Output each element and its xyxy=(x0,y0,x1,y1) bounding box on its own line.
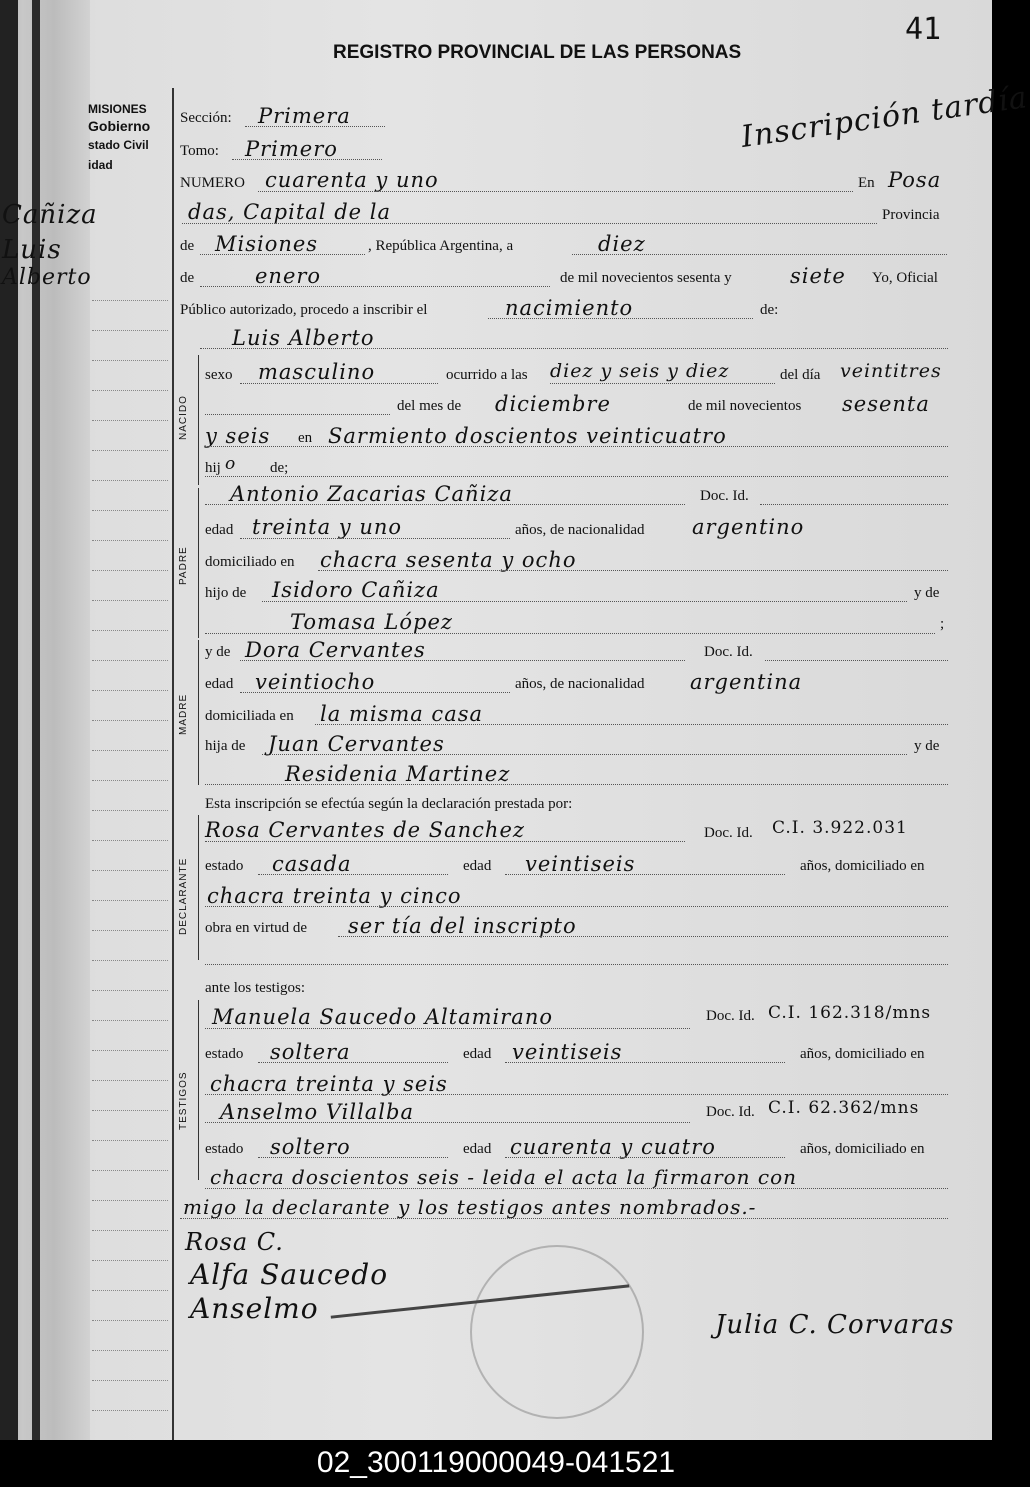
en-label-2: en xyxy=(298,430,313,446)
de-label: de xyxy=(180,238,195,254)
padre-nombre: Antonio Zacarias Cañiza xyxy=(230,482,513,506)
edad-label-4: edad xyxy=(463,1046,492,1062)
footer-code: 02_300119000049-041521 xyxy=(316,1446,676,1479)
testigo2-doc: C.I. 62.362/mns xyxy=(768,1098,920,1118)
mes-nac-value: diciembre xyxy=(495,392,611,416)
doc-id-label-3: Doc. Id. xyxy=(704,825,753,841)
annotation-stamp: Inscripción tardía xyxy=(738,80,1030,155)
hija-de-label: hija de xyxy=(205,738,246,754)
de-colon-label: de: xyxy=(760,302,779,318)
side-label-padre: PADRE xyxy=(178,546,189,585)
left-header-2: Gobierno xyxy=(88,118,151,134)
en-value: Posa xyxy=(888,168,942,192)
testigo2-dom: chacra doscientos seis - leida el acta la firmaron con xyxy=(210,1165,798,1189)
frame-line xyxy=(172,88,174,1440)
testigo1-edad: veintiseis xyxy=(512,1040,623,1064)
declarante-estado: casada xyxy=(272,852,352,876)
testigo2-nombre: Anselmo Villalba xyxy=(220,1100,414,1124)
y-de-label-3: y de xyxy=(914,738,940,754)
padre-edad: treinta y uno xyxy=(252,515,403,539)
side-label-madre: MADRE xyxy=(178,693,189,735)
lugar2-value: Sarmiento doscientos veinticuatro xyxy=(328,424,727,448)
margin-note-3: Alberto xyxy=(2,265,92,290)
de-semi-label: de; xyxy=(270,460,289,476)
declarante-doc: C.I. 3.922.031 xyxy=(772,818,908,838)
inscripcion-label: Esta inscripción se efectúa según la declaración prestada por: xyxy=(205,796,573,812)
declarante-nombre: Rosa Cervantes de Sanchez xyxy=(205,818,525,842)
madre-nac: argentina xyxy=(690,670,803,694)
sexo-label: sexo xyxy=(205,367,233,383)
estado-label: estado xyxy=(205,858,244,874)
republica-label: , República Argentina, a xyxy=(368,238,514,254)
madre-madre: Residenia Martinez xyxy=(285,762,511,786)
estado-label-3: estado xyxy=(205,1141,244,1157)
padre-madre: Tomasa López xyxy=(290,610,453,634)
en-label: En xyxy=(858,175,875,191)
edad-label-3: edad xyxy=(463,858,492,874)
testigo1-estado: soltera xyxy=(270,1040,351,1064)
anos-dom-label-3: años, domiciliado en xyxy=(800,1141,925,1157)
declarante-obra: ser tía del inscripto xyxy=(348,914,577,938)
left-header-4: idad xyxy=(88,158,113,172)
doc-id-label: Doc. Id. xyxy=(700,488,749,504)
y-de-label-2: y de xyxy=(205,644,231,660)
footer-bar xyxy=(0,1440,992,1487)
seal-stamp xyxy=(470,1245,644,1419)
page-number: 41 xyxy=(905,12,942,47)
testigo2-edad: cuarenta y cuatro xyxy=(510,1135,716,1159)
del-mes-label: del mes de xyxy=(397,398,462,414)
hijo-suffix: o xyxy=(225,454,237,474)
anos-dom-label-2: años, domiciliado en xyxy=(800,1046,925,1062)
declarante-dom: chacra treinta y cinco xyxy=(207,884,462,908)
madre-edad: veintiocho xyxy=(255,670,376,694)
obra-label: obra en virtud de xyxy=(205,920,308,936)
margin-note-2: Luis xyxy=(2,235,62,265)
provincia-label: Provincia xyxy=(882,207,940,223)
padre-padre: Isidoro Cañiza xyxy=(272,578,440,602)
declarante-edad: veintiseis xyxy=(525,852,636,876)
document-title: REGISTRO PROVINCIAL DE LAS PERSONAS xyxy=(333,42,742,63)
madre-padre: Juan Cervantes xyxy=(268,732,445,756)
margin-note-1: Cañiza xyxy=(2,200,98,230)
testigo1-doc: C.I. 162.318/mns xyxy=(768,1003,932,1023)
sexo-value: masculino xyxy=(258,360,376,384)
anos-dom-label: años, domiciliado en xyxy=(800,858,925,874)
seccion-label: Sección: xyxy=(180,110,232,126)
hijo-label: hij xyxy=(205,460,221,476)
signature-4: Julia C. Corvaras xyxy=(715,1310,955,1340)
anio-value: siete xyxy=(790,264,846,288)
seccion-value: Primera xyxy=(258,104,351,128)
anos-nac-label-2: años, de nacionalidad xyxy=(515,676,645,692)
testigo2-estado: soltero xyxy=(270,1135,351,1159)
hora-value: diez y seis y diez xyxy=(550,360,730,382)
doc-id-label-5: Doc. Id. xyxy=(706,1104,755,1120)
testigo1-nombre: Manuela Saucedo Altamirano xyxy=(212,1005,553,1029)
testigo1-dom: chacra treinta y seis xyxy=(210,1072,448,1096)
de-label-2: de xyxy=(180,270,195,286)
tomo-value: Primero xyxy=(245,137,338,161)
edad-label: edad xyxy=(205,522,234,538)
doc-id-label-4: Doc. Id. xyxy=(706,1008,755,1024)
estado-label-2: estado xyxy=(205,1046,244,1062)
de-mil-label: de mil novecientos sesenta y xyxy=(560,270,732,286)
numero-label: NUMERO xyxy=(180,175,246,191)
padre-nac: argentino xyxy=(692,515,805,539)
signature-2: Alfa Saucedo xyxy=(190,1258,389,1291)
ocurrido-label: ocurrido a las xyxy=(446,367,528,383)
mes-value: enero xyxy=(255,264,322,288)
signature-3: Anselmo xyxy=(190,1292,319,1325)
numero-value: cuarenta y uno xyxy=(265,168,439,192)
lugar1-value: y seis xyxy=(205,424,271,448)
tomo-label: Tomo: xyxy=(180,143,219,159)
side-label-declarante: DECLARANTE xyxy=(178,857,189,935)
left-header-1: MISIONES xyxy=(88,102,147,116)
ciudad-value: das, Capital de la xyxy=(188,200,391,224)
de-mil-2-label: de mil novecientos xyxy=(688,398,802,414)
madre-nombre: Dora Cervantes xyxy=(245,638,426,662)
madre-dom: la misma casa xyxy=(320,702,484,726)
cierre-text: migo la declarante y los testigos antes nombrados.- xyxy=(183,1195,757,1219)
edad-label-5: edad xyxy=(463,1141,492,1157)
padre-dom: chacra sesenta y ocho xyxy=(320,548,577,572)
left-header-3: stado Civil xyxy=(88,138,149,152)
side-label-testigos: TESTIGOS xyxy=(178,1071,189,1130)
anio-nac-value: sesenta xyxy=(842,392,930,416)
y-de-label: y de xyxy=(914,585,940,601)
provincia-value: Misiones xyxy=(215,232,319,256)
edad-label-2: edad xyxy=(205,676,234,692)
hijo-de-label: hijo de xyxy=(205,585,247,601)
del-dia-label: del día xyxy=(780,367,821,383)
nombre-value: Luis Alberto xyxy=(232,326,375,350)
doc-id-label-2: Doc. Id. xyxy=(704,644,753,660)
signature-1: Rosa C. xyxy=(185,1228,284,1256)
acto-value: nacimiento xyxy=(505,296,634,320)
dia-nac-value: veintitres xyxy=(840,360,942,382)
side-label-nacido: NACIDO xyxy=(178,395,189,440)
dia-value: diez xyxy=(598,232,646,256)
domiciliada-label: domiciliada en xyxy=(205,708,294,724)
publico-label: Público autorizado, procedo a inscribir el xyxy=(180,302,428,318)
anos-nac-label: años, de nacionalidad xyxy=(515,522,645,538)
yo-oficial-label: Yo, Oficial xyxy=(872,270,938,286)
semicolon: ; xyxy=(940,616,945,632)
ante-testigos-label: ante los testigos: xyxy=(205,980,305,996)
domiciliado-label: domiciliado en xyxy=(205,554,295,570)
